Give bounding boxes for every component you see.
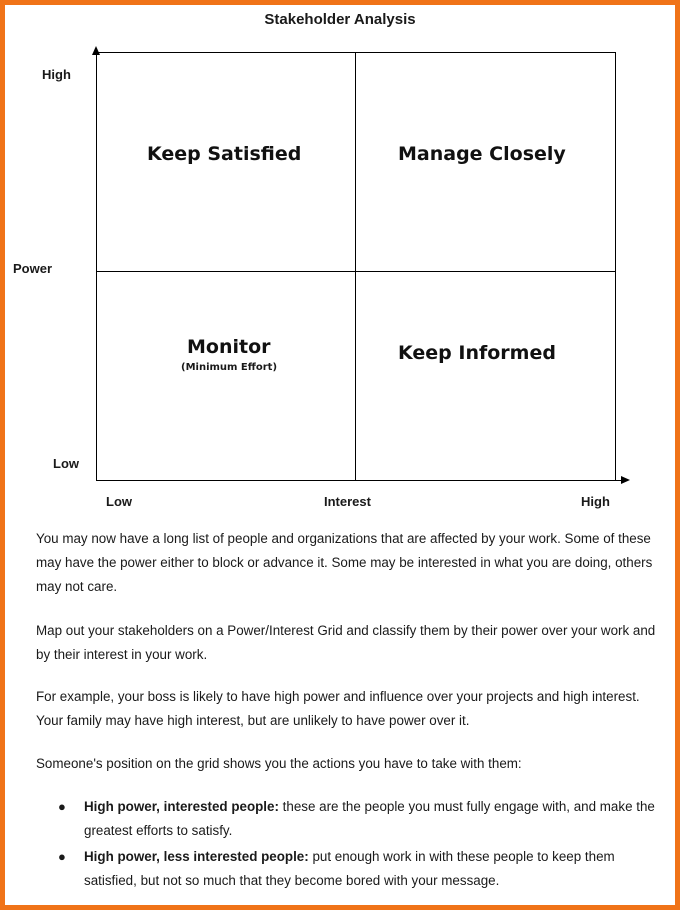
y-axis-high-label: High — [42, 67, 71, 82]
paragraph-map-out: Map out your stakeholders on a Power/Interest Grid and classify them by their power over your work and by their interest in your work. — [36, 623, 656, 662]
x-axis-line — [96, 480, 622, 481]
x-axis-arrow-icon — [621, 476, 630, 484]
x-axis-high-label: High — [581, 494, 610, 509]
list-item — [36, 845, 666, 893]
y-axis-arrow-icon — [92, 46, 100, 55]
paragraph-intro: You may now have a long list of people and organizations that are affected by your work. Some of these may have the power either to block or advance it. Some may be interested in what you are doing, others may not care. — [36, 531, 653, 594]
y-axis-low-label: Low — [53, 456, 79, 471]
page-title: Stakeholder Analysis — [264, 11, 416, 28]
bullet-icon: ● — [58, 849, 66, 864]
bullet-list — [36, 795, 666, 895]
grid-vertical-divider — [355, 52, 356, 481]
list-item — [36, 795, 666, 843]
bullet-heading: High power, interested people: — [84, 799, 279, 814]
quadrant-manage-closely: Manage Closely — [398, 143, 566, 165]
quadrant-keep-informed: Keep Informed — [398, 342, 556, 364]
bullet-text: put enough work in with these people to keep them satisfied, but not so much that they become bored with your message. — [84, 849, 615, 888]
grid-right-border — [615, 52, 616, 481]
bullet-heading: High power, less interested people: — [84, 849, 309, 864]
quadrant-keep-satisfied: Keep Satisfied — [147, 143, 302, 165]
x-axis-low-label: Low — [106, 494, 132, 509]
paragraph-position: Someone's position on the grid shows you the actions you have to take with them: — [36, 756, 522, 771]
x-axis-title: Interest — [324, 494, 371, 509]
quadrant-monitor: Monitor — [187, 336, 271, 358]
quadrant-monitor-subtitle: (Minimum Effort) — [181, 362, 278, 373]
y-axis-title: Power — [13, 261, 53, 276]
paragraph-example: For example, your boss is likely to have high power and influence over your projects and high interest. Your family may have high interest, but are unlikely to have power over it. — [36, 689, 640, 728]
bullet-text: these are the people you must fully engage with, and make the greatest efforts to satisfy. — [84, 799, 655, 838]
y-axis-line — [96, 52, 97, 481]
bullet-icon: ● — [58, 799, 66, 814]
